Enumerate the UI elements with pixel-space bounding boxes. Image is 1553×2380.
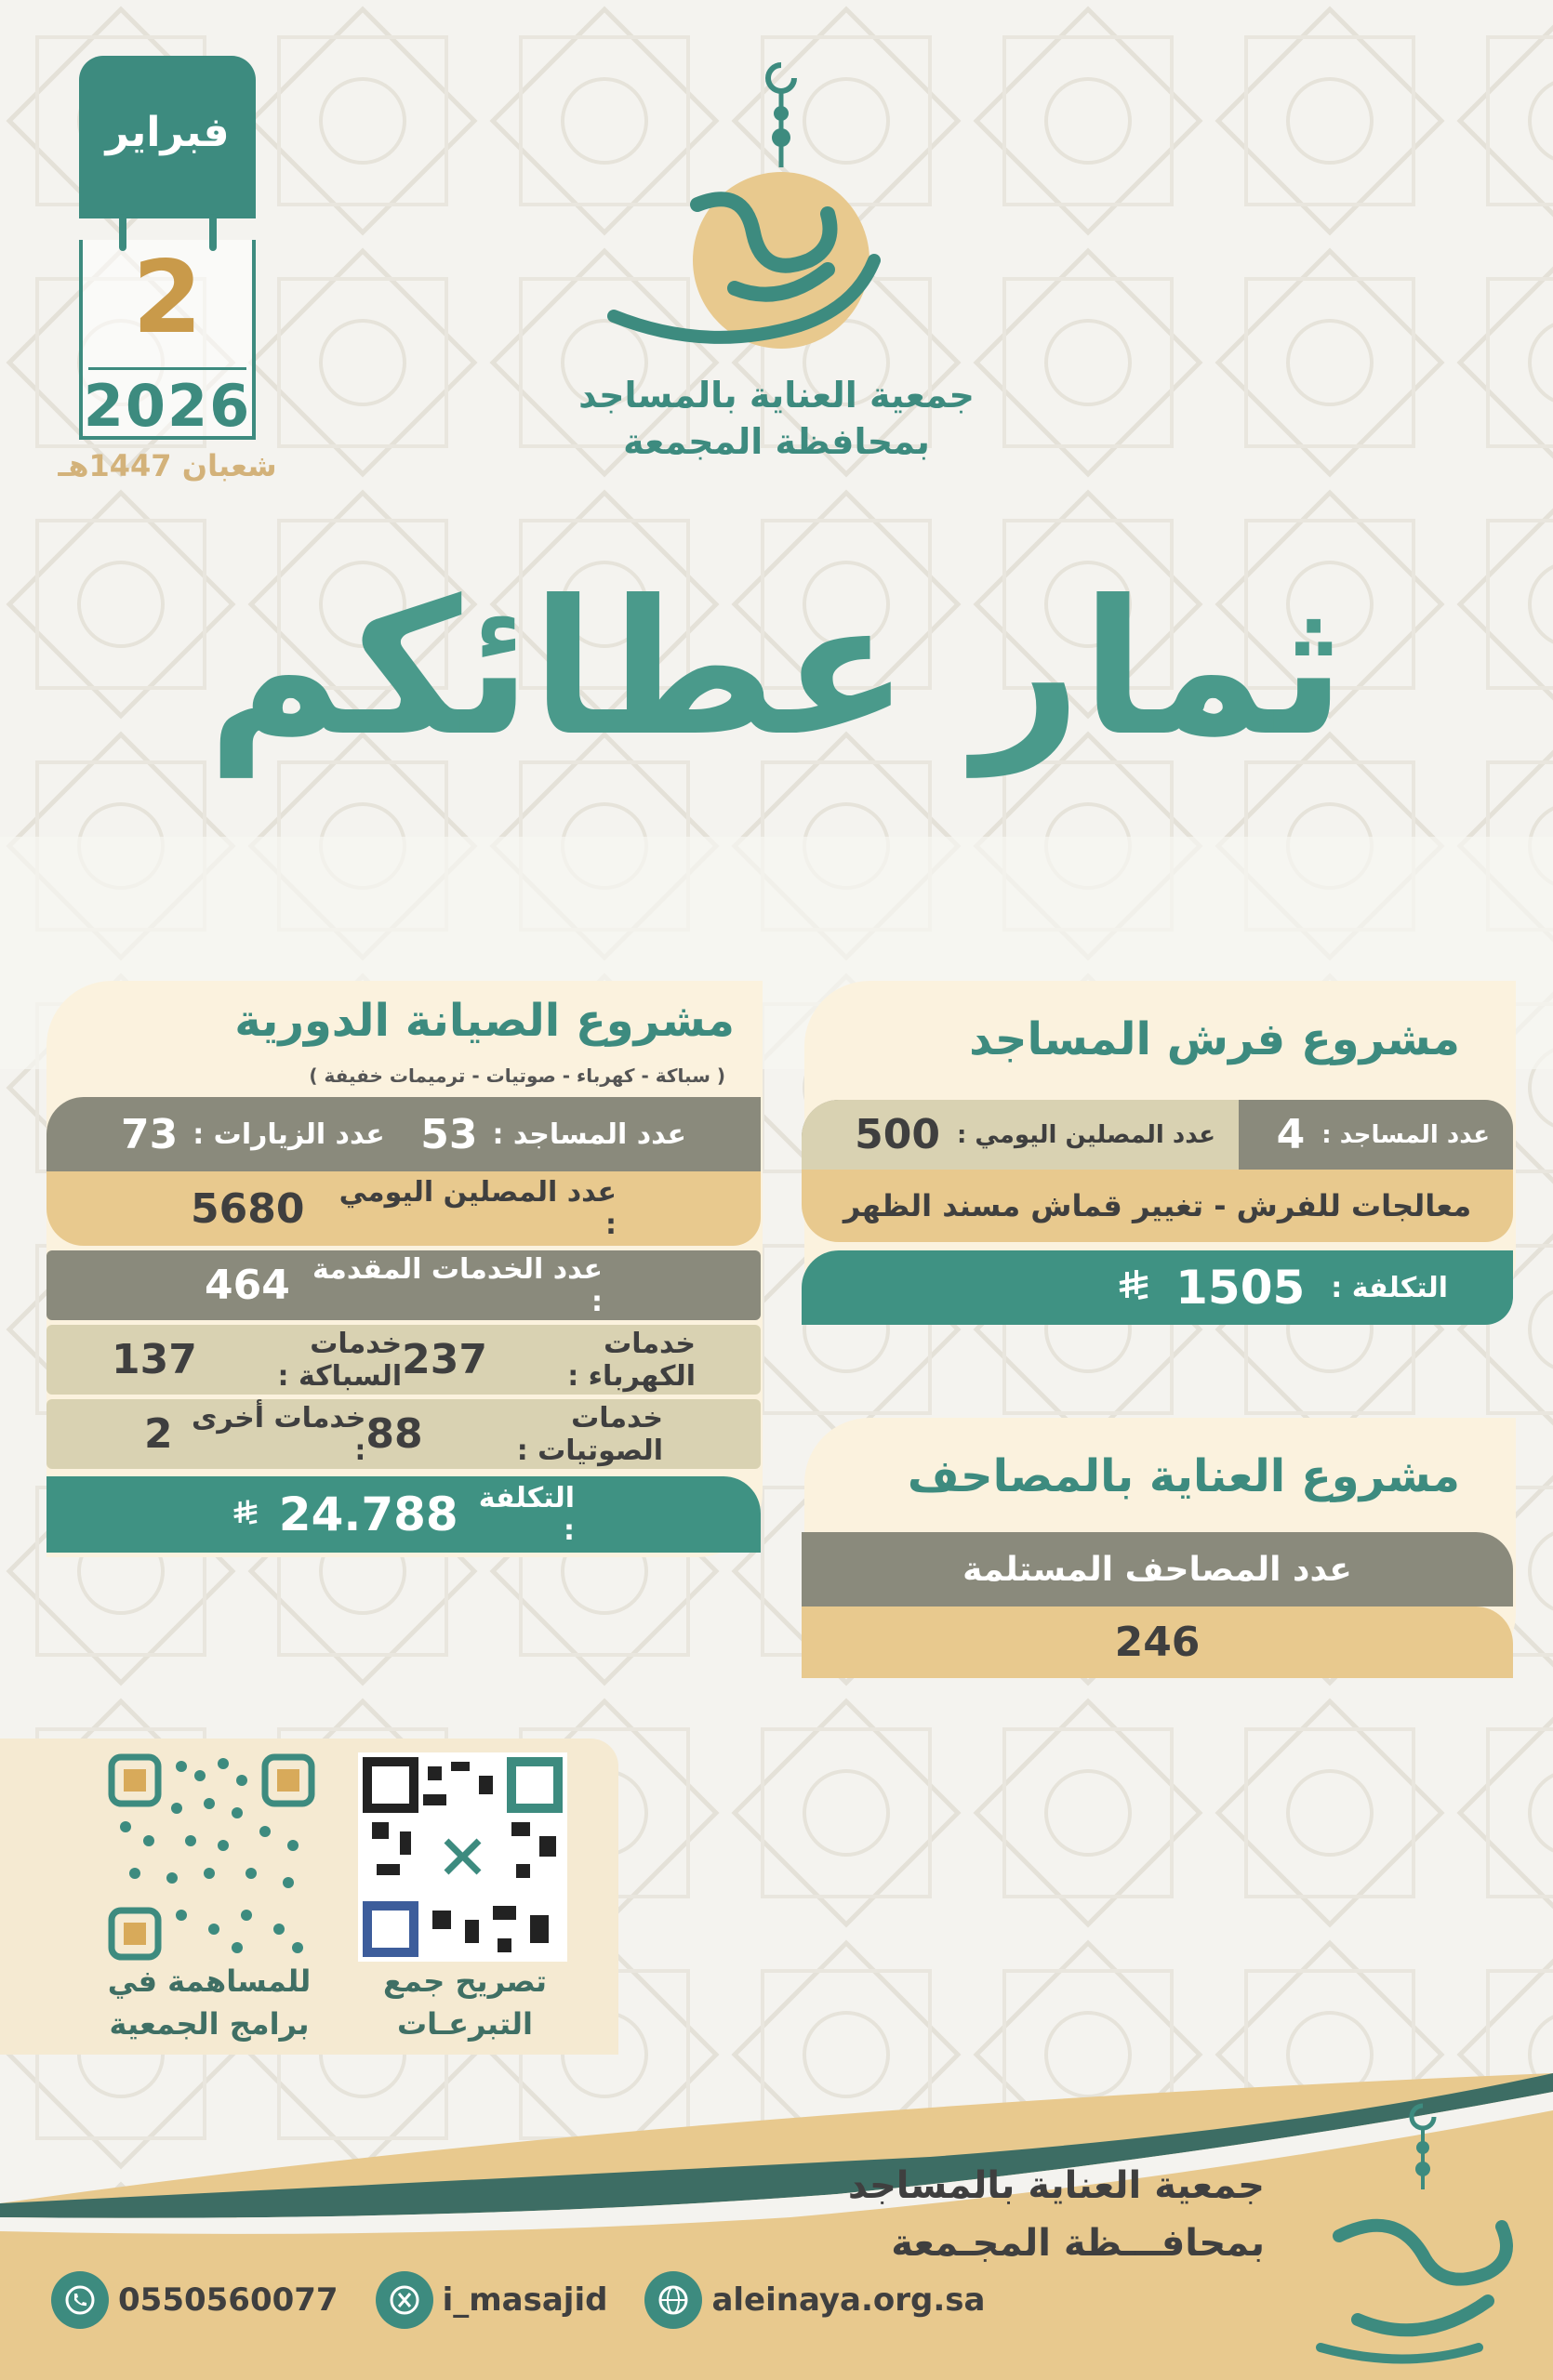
carpets-worshippers-value: 500	[855, 1111, 940, 1158]
maintenance-services-value: 464	[205, 1262, 290, 1309]
quran-value-row	[802, 1606, 1513, 1678]
maintenance-plumbing-value: 137	[112, 1336, 197, 1383]
maintenance-visits-value: 73	[121, 1110, 179, 1158]
quran-received-label: عدد المصاحف المستلمة	[962, 1550, 1352, 1589]
donate-caption-line1: للمساهمة في	[107, 1964, 312, 1999]
phone-icon	[51, 2271, 109, 2329]
org-name-line2: بمحافظة المجمعة	[623, 421, 930, 462]
maintenance-electric-value: 237	[402, 1336, 488, 1383]
quran-title: مشروع العناية بالمصاحف	[907, 1450, 1460, 1502]
maintenance-worshippers-label: عدد المصلين اليومي :	[338, 1176, 617, 1241]
maintenance-row-5	[46, 1399, 761, 1469]
permit-caption	[344, 1960, 586, 2045]
permit-caption-line1: تصريح جمع	[382, 1964, 548, 1999]
riyal-icon	[1118, 1270, 1149, 1305]
maintenance-row-2	[46, 1171, 761, 1246]
carpets-title: مشروع فرش المساجد	[969, 1013, 1460, 1065]
maintenance-electric-label: خدمات الكهرباء :	[567, 1327, 696, 1393]
footer-logo-icon	[1302, 2096, 1525, 2366]
maintenance-cost-label: التكلفة :	[478, 1482, 575, 1547]
footer-org-name	[837, 2157, 1265, 2272]
carpets-mosques-value: 4	[1276, 1111, 1306, 1158]
maintenance-services-label: عدد الخدمات المقدمة :	[312, 1252, 603, 1318]
x-contact[interactable]	[376, 2271, 608, 2329]
maintenance-visits-label: عدد الزيارات :	[192, 1117, 385, 1151]
maintenance-plumbing-label: خدمات السباكة :	[277, 1327, 403, 1393]
maintenance-mosques-value: 53	[420, 1110, 478, 1158]
carpets-worshippers-cell	[802, 1100, 1239, 1170]
maintenance-title: مشروع الصيانة الدورية	[234, 995, 735, 1047]
donate-qr-code-icon[interactable]	[107, 1752, 316, 1962]
permit-qr-code-icon[interactable]	[358, 1752, 567, 1962]
org-name-line1: جمعية العناية بالمساجد	[578, 375, 975, 416]
footer-org-line2: بمحافـــظة المجـمعة	[891, 2222, 1265, 2265]
riyal-icon	[232, 1497, 259, 1532]
calendar-month: فبراير	[79, 56, 256, 218]
calendar-day: 2	[132, 240, 203, 356]
maintenance-row-3	[46, 1250, 761, 1320]
maintenance-other-label: خدمات أخرى :	[191, 1401, 366, 1467]
carpets-cost-row	[802, 1250, 1513, 1325]
footer-org-line1: جمعية العناية بالمساجد	[847, 2164, 1265, 2207]
quran-label-row	[802, 1532, 1513, 1606]
contact-bar	[51, 2271, 986, 2329]
maintenance-row-1	[46, 1097, 761, 1171]
maintenance-audio-value: 88	[365, 1410, 423, 1458]
maintenance-worshippers-value: 5680	[191, 1184, 305, 1233]
phone-contact[interactable]	[51, 2271, 338, 2329]
maintenance-mosques-label: عدد المساجد :	[492, 1117, 686, 1151]
carpets-mosques-label: عدد المساجد :	[1321, 1120, 1490, 1149]
maintenance-subtitle: ( سباكة - كهرباء - صوتيات - ترميمات خفيفة )	[309, 1064, 725, 1087]
carpets-treatments-row	[802, 1170, 1513, 1242]
calendar-year: 2026	[83, 372, 252, 440]
phone-number: 0550560077	[118, 2281, 338, 2319]
maintenance-cost-row	[46, 1476, 761, 1553]
maintenance-other-value: 2	[144, 1410, 173, 1458]
quran-received-value: 246	[1114, 1619, 1201, 1666]
maintenance-cost-value: 24.788	[278, 1488, 458, 1541]
carpets-treatments: معالجات للفرش - تغيير قماش مسند الظهر	[843, 1188, 1472, 1223]
carpets-cost-value: 1505	[1175, 1261, 1306, 1315]
website-url: aleinaya.org.sa	[711, 2281, 986, 2319]
maintenance-audio-label: خدمات الصوتيات :	[516, 1401, 663, 1467]
permit-caption-line2: التبرعـات	[397, 2006, 533, 2042]
x-handle: i_masajid	[442, 2281, 608, 2319]
globe-icon	[644, 2271, 702, 2329]
carpets-worshippers-label: عدد المصلين اليومي :	[956, 1120, 1215, 1149]
hijri-date: شعبان 1447هـ	[58, 448, 277, 483]
donate-caption	[88, 1960, 330, 2045]
donate-caption-line2: برامج الجمعية	[109, 2006, 310, 2042]
page-title: ثمار عطائكم	[207, 561, 1346, 777]
calendar-divider	[88, 367, 246, 370]
logo-icon	[595, 46, 911, 353]
x-icon	[376, 2271, 433, 2329]
maintenance-row-4	[46, 1325, 761, 1395]
website-contact[interactable]	[644, 2271, 985, 2329]
org-name	[521, 372, 1032, 465]
carpets-cost-label: التكلفة :	[1331, 1271, 1448, 1304]
